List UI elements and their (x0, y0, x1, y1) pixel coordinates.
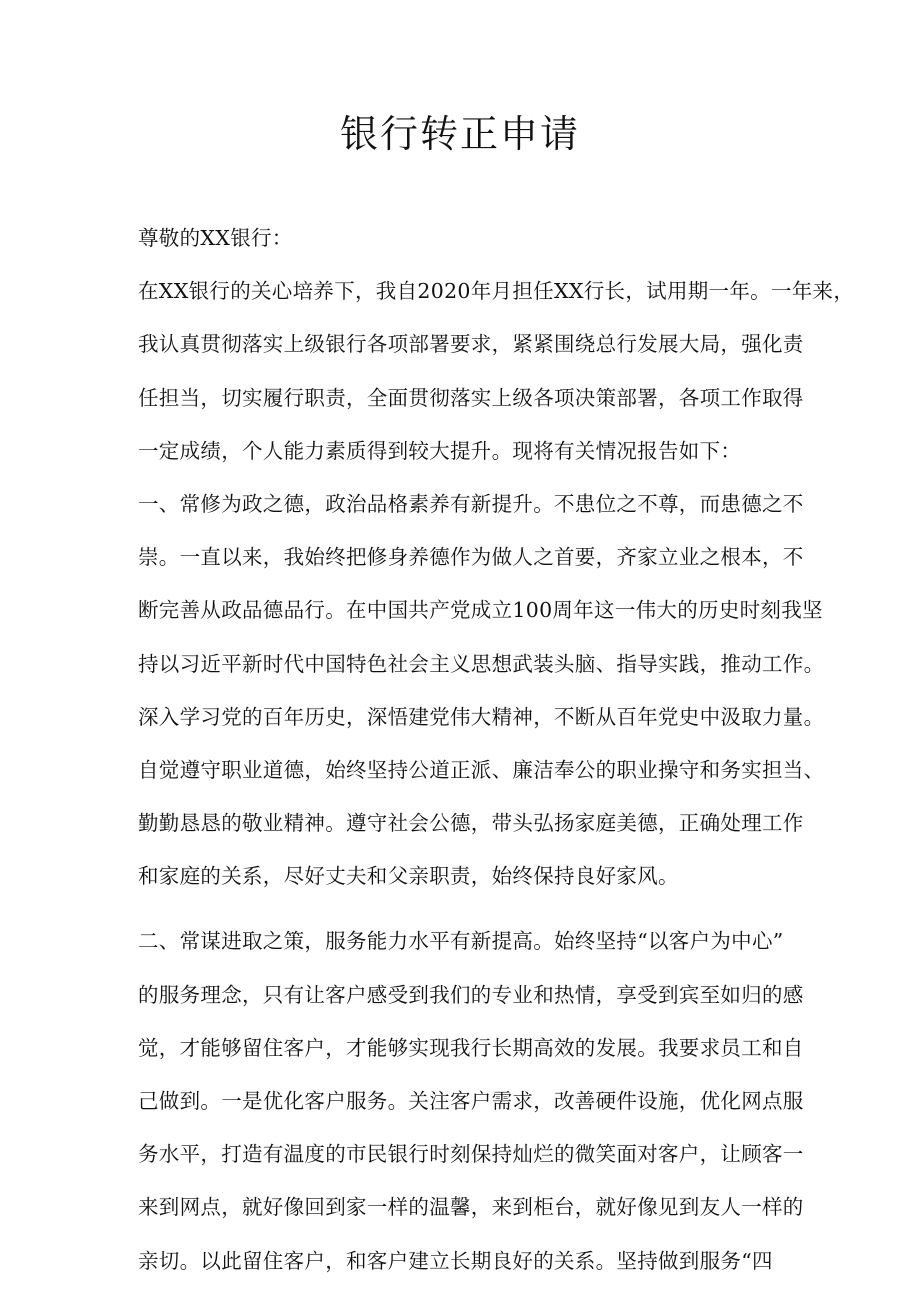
section-two-heading-line: 二、常谋进取之策，服务能力水平有新提高。始终坚持“以客户为中心” (138, 929, 784, 954)
paragraph-line: 一定成绩，个人能力素质得到较大提升。现将有关情况报告如下： (138, 438, 742, 463)
salutation-line: 尊敬的XX银行： (138, 226, 293, 250)
paragraph-line: 自觉遵守职业道德，始终坚持公道正派、廉洁奉公的职业操守和务实担当、 (138, 757, 825, 782)
paragraph-line: 在XX银行的关心培养下，我自2020年月担任XX行长，试用期一年。一年来， (138, 279, 855, 304)
document-body (138, 218, 855, 1294)
paragraph-line: 来到网点，就好像回到家一样的温馨，来到柜台，就好像见到友人一样的 (138, 1195, 804, 1220)
section-one-heading-line: 一、常修为政之德，政治品格素养有新提升。不患位之不尊，而患德之不 (138, 491, 804, 516)
paragraph-line: 务水平，打造有温度的市民银行时刻保持灿烂的微笑面对客户，让顾客一 (138, 1142, 804, 1167)
document-title: 银行转正申请 (339, 112, 580, 156)
paragraph-line: 崇。一直以来，我始终把修身养德作为做人之首要，齐家立业之根本，不 (138, 545, 804, 570)
paragraph-line: 勤勤恳恳的敬业精神。遵守社会公德，带头弘扬家庭美德，正确处理工作 (138, 811, 804, 836)
paragraph-line: 觉，才能够留住客户，才能够实现我行长期高效的发展。我要求员工和自 (138, 1035, 804, 1060)
paragraph-line: 深入学习党的百年历史，深悟建党伟大精神，不断从百年党史中汲取力量。 (138, 704, 825, 729)
paragraph-line: 我认真贯彻落实上级银行各项部署要求，紧紧围绕总行发展大局，强化责 (138, 332, 804, 357)
paragraph-line: 亲切。以此留住客户，和客户建立长期良好的关系。坚持做到服务“四 (138, 1248, 773, 1273)
paragraph-line: 的服务理念，只有让客户感受到我们的专业和热情，享受到宾至如归的感 (138, 982, 804, 1007)
paragraph-line: 任担当，切实履行职责，全面贯彻落实上级各项决策部署，各项工作取得 (138, 385, 804, 410)
paragraph-line: 断完善从政品德品行。在中国共产党成立100周年这一伟大的历史时刻我坚 (138, 598, 823, 623)
paragraph-line: 和家庭的关系，尽好丈夫和父亲职责，始终保持良好家风。 (138, 864, 679, 889)
paragraph-line: 己做到。一是优化客户服务。关注客户需求，改善硬件设施，优化网点服 (138, 1089, 804, 1113)
paragraph-line: 持以习近平新时代中国特色社会主义思想武装头脑、指导实践，推动工作。 (138, 651, 825, 676)
